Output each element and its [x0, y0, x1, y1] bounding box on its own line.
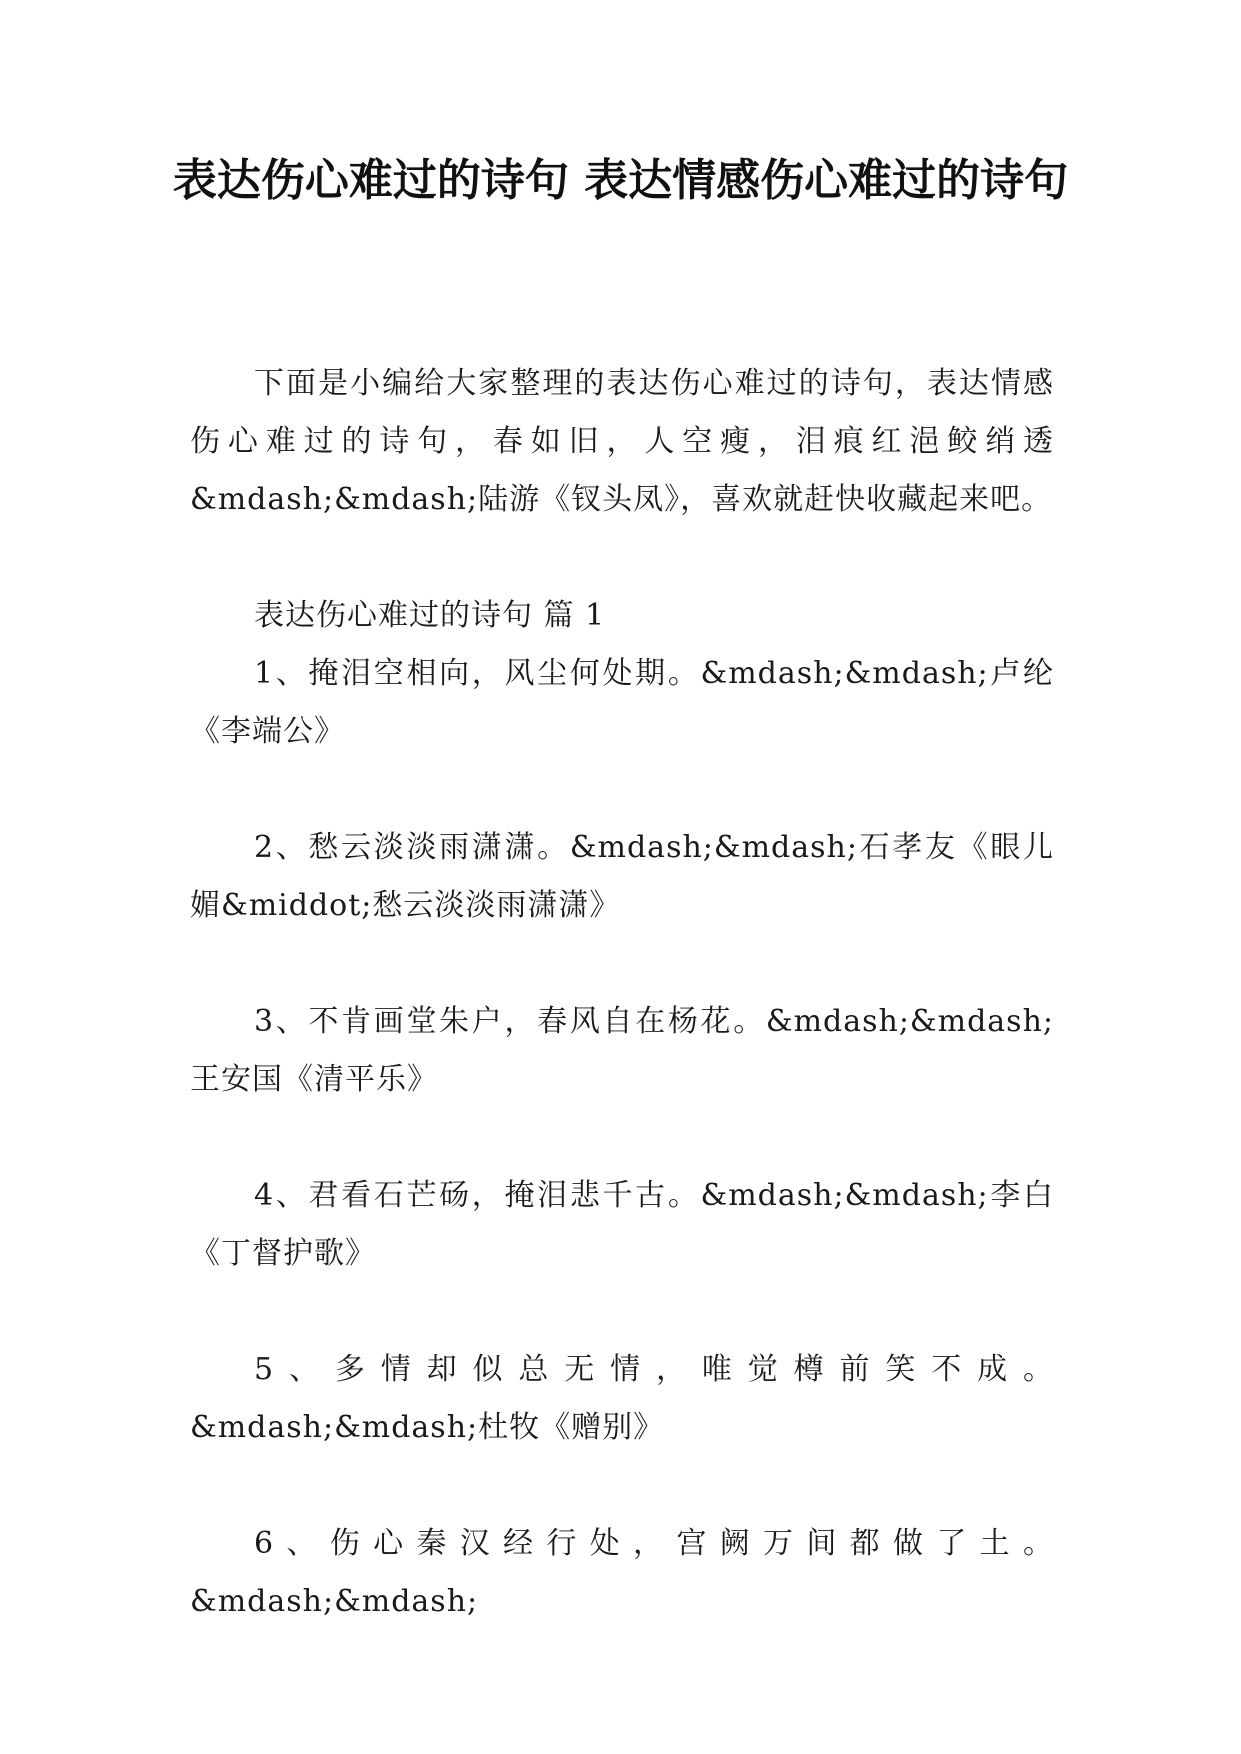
- document-body: [190, 355, 1054, 1689]
- poem-item-6: 6、伤心秦汉经行处，宫阙万间都做了土。&mdash;&mdash;: [190, 1526, 1054, 1619]
- poem-item-3: 3、不肯画堂朱户，春风自在杨花。&mdash;&mdash;王安国《清平乐》: [190, 1004, 1054, 1097]
- poem-item-1: 1、掩泪空相向，风尘何处期。&mdash;&mdash;卢纶《李端公》: [190, 656, 1054, 749]
- section-heading: 表达伤心难过的诗句 篇 1: [254, 598, 606, 633]
- poem-item-2: 2、愁云淡淡雨潇潇。&mdash;&mdash;石孝友《眼儿媚&middot;愁云淡淡雨潇潇》: [190, 830, 1054, 923]
- document-title: 表达伤心难过的诗句 表达情感伤心难过的诗句: [172, 155, 1069, 206]
- intro-paragraph: 下面是小编给大家整理的表达伤心难过的诗句，表达情感伤心难过的诗句，春如旧，人空瘦，泪痕红浥鲛绡透&mdash;&mdash;陆游《钗头凤》，喜欢就赶快收藏起来吧。: [190, 366, 1054, 517]
- poem-item-4: 4、君看石芒砀，掩泪悲千古。&mdash;&mdash;李白《丁督护歌》: [190, 1178, 1054, 1271]
- poem-item-5: 5、多情却似总无情，唯觉樽前笑不成。&mdash;&mdash;杜牧《赠别》: [190, 1352, 1054, 1445]
